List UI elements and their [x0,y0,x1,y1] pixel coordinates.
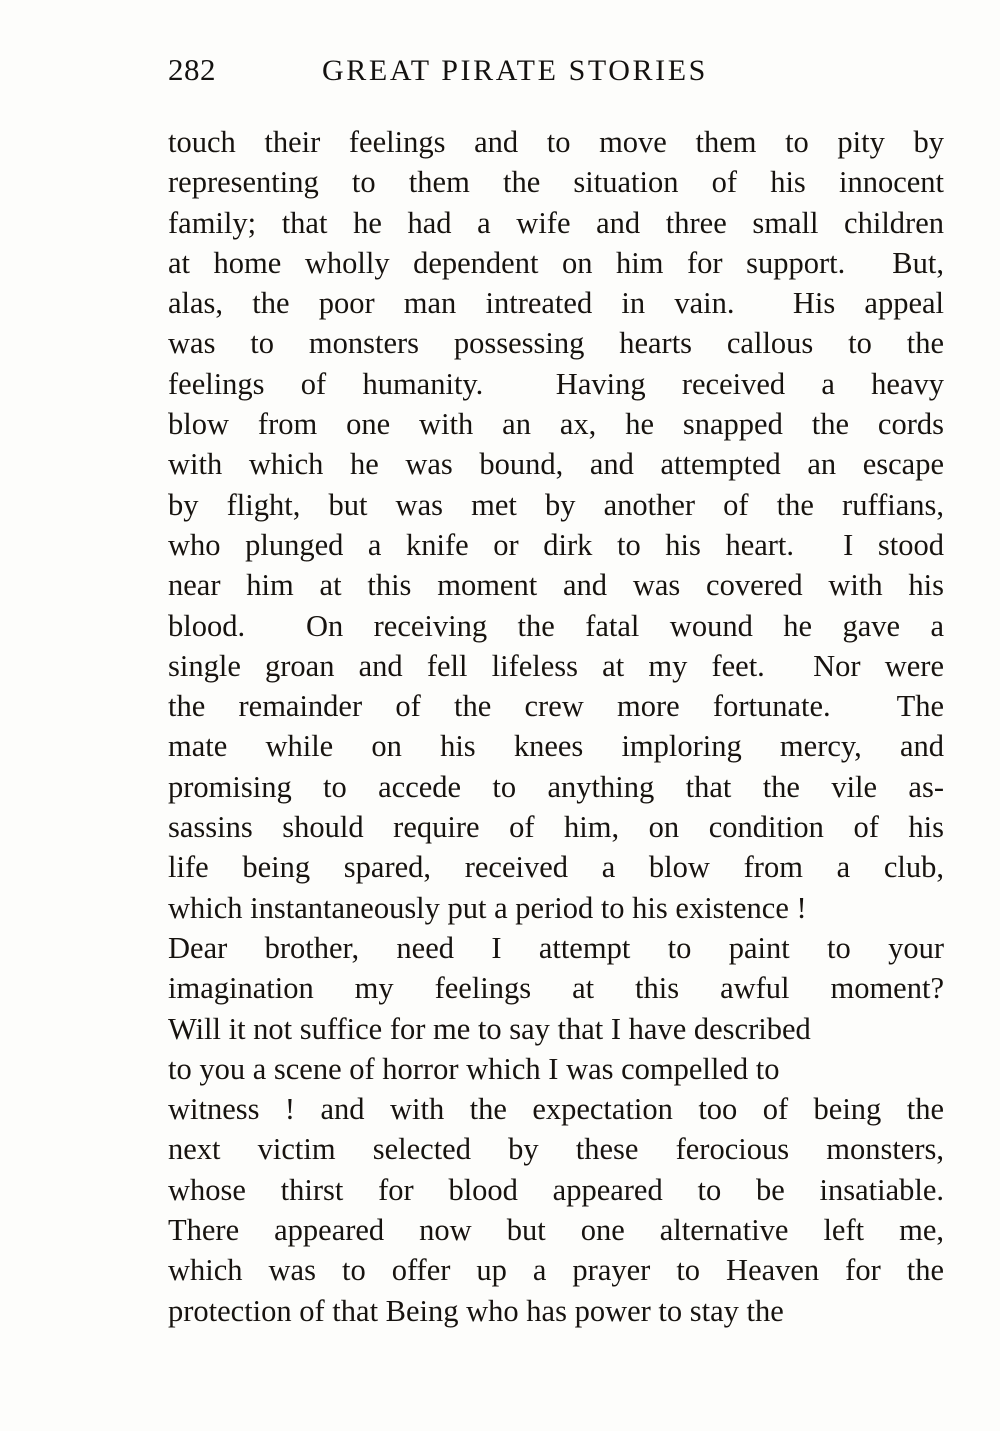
text-line: which instantaneously put a period to his existence ! [168,890,807,925]
text-line: whose thirst for blood appeared to be insatiable. [168,1172,944,1207]
text-line: who plunged a knife or dirk to his heart. I stood [168,527,944,562]
text-line: touch their feelings and to move them to pity by [168,125,944,159]
text-line: Will it not suffice for me to say that I have described [168,1011,811,1046]
text-line: blow from one with an ax, he snapped the cords [168,407,944,442]
text-line: which was to offer up a prayer to Heaven for the [168,1253,944,1288]
text-line: representing to them the situation of his innocent [168,165,944,200]
text-line: imagination my feelings at this awful moment? [168,971,944,1006]
text-line: by flight, but was met by another of the ruffians, [168,487,944,522]
text-line: There appeared now but one alternative left me, [168,1213,944,1248]
text-line: life being spared, received a blow from a club, [168,850,944,885]
text-line: at home wholly dependent on him for support. But, [168,245,944,280]
text-line: blood. On receiving the fatal wound he gave a [168,608,944,643]
text-line: to you a scene of horror which I was compelled to [168,1051,780,1086]
text-line: next victim selected by these ferocious monsters, [168,1132,944,1167]
text-line: the remainder of the crew more fortunate. The [168,689,944,724]
book-title: GREAT PIRATE STORIES [322,54,708,87]
text-line: single groan and fell lifeless at my feet. Nor were [168,648,944,683]
text-line: sassins should require of him, on condition of his [168,810,944,845]
text-line: witness ! and with the expectation too of being the [168,1092,944,1127]
text-line: protection of that Being who has power to stay the [168,1293,784,1328]
text-line: Dear brother, need I attempt to paint to your [168,930,944,965]
text-line: family; that he had a wife and three small children [168,205,944,240]
page-number: 282 [168,52,216,87]
text-line: with which he was bound, and attempted an escape [168,447,944,482]
body-text [168,122,944,1331]
running-head [168,52,832,88]
text-line: near him at this moment and was covered with his [168,568,944,603]
text-line: promising to accede to anything that the vile as- [168,769,944,804]
text-line: mate while on his knees imploring mercy, and [168,729,944,764]
text-line: feelings of humanity. Having received a heavy [168,366,944,401]
text-line: was to monsters possessing hearts callous to the [168,326,944,361]
text-line: alas, the poor man intreated in vain. His appeal [168,286,944,321]
